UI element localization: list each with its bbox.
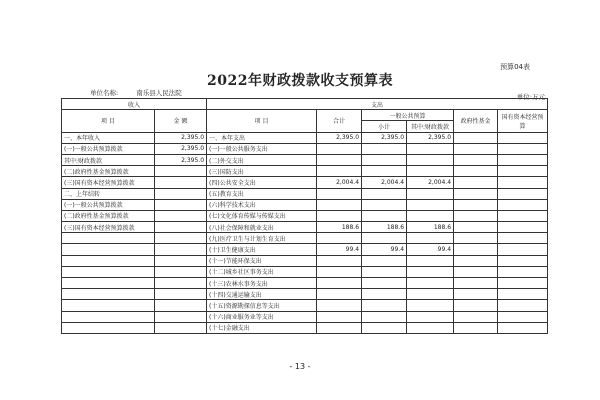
income-amount: 2,395.0 — [155, 132, 207, 143]
gov-fund-cell — [454, 255, 498, 266]
table-row — [62, 188, 548, 199]
expense-total — [317, 311, 362, 322]
expense-item: (七)文化体育传媒与传媒支出 — [207, 210, 317, 221]
total-header: 合计 — [317, 110, 362, 132]
expense-item: (五)教育支出 — [207, 188, 317, 199]
table-row — [62, 210, 548, 221]
income-amount — [155, 177, 207, 188]
table-row — [62, 199, 548, 210]
income-amount — [155, 266, 207, 277]
income-item — [62, 311, 155, 322]
state-capital-cell — [498, 199, 548, 210]
state-capital-cell — [498, 222, 548, 233]
income-item — [62, 233, 155, 244]
income-amount: 2,395.0 — [155, 154, 207, 165]
subtotal-header: 小计 — [362, 121, 407, 132]
income-item: 一、本年收入 — [62, 132, 155, 143]
item2-header: 项 目 — [207, 110, 317, 132]
expense-total — [317, 322, 362, 333]
general-budget-header: 一般公共预算 — [362, 110, 454, 121]
expense-finance: 99.4 — [407, 244, 454, 255]
finance-alloc-header: 其中:财政拨款 — [407, 121, 454, 132]
expense-subtotal: 2,004.4 — [362, 177, 407, 188]
income-item: 二、上年结转 — [62, 188, 155, 199]
expense-finance: 2,004.4 — [407, 177, 454, 188]
page-code: 预算04表 — [500, 63, 530, 71]
income-header: 收入 — [62, 99, 207, 110]
expense-item: (十七)金融支出 — [207, 322, 317, 333]
state-capital-cell — [498, 177, 548, 188]
expense-finance: 2,395.0 — [407, 132, 454, 143]
state-capital-cell — [498, 210, 548, 221]
gov-fund-cell — [454, 311, 498, 322]
page-title: 2022年财政拨款收支预算表 — [207, 73, 393, 89]
income-item — [62, 300, 155, 311]
expense-total: 99.4 — [317, 244, 362, 255]
gov-fund-cell — [454, 132, 498, 143]
income-item — [62, 244, 155, 255]
table-row — [62, 278, 548, 289]
gov-fund-header: 政府性基金 — [454, 110, 498, 132]
gov-fund-cell — [454, 266, 498, 277]
table-row — [62, 244, 548, 255]
expense-item: (十三)农林水事务支出 — [207, 278, 317, 289]
state-capital-cell — [498, 255, 548, 266]
expense-item: (十四)交通运输支出 — [207, 289, 317, 300]
income-amount — [155, 199, 207, 210]
header-row-2 — [62, 110, 548, 121]
income-amount — [155, 244, 207, 255]
income-amount — [155, 311, 207, 322]
state-capital-cell — [498, 289, 548, 300]
expense-total — [317, 210, 362, 221]
income-item — [62, 266, 155, 277]
expense-finance — [407, 278, 454, 289]
table-row — [62, 255, 548, 266]
table-row — [62, 132, 548, 143]
header-row-1 — [62, 99, 548, 110]
income-item: (一)一般公共预算拨款 — [62, 143, 155, 154]
table-row — [62, 166, 548, 177]
expense-item: (六)科学技术支出 — [207, 199, 317, 210]
expense-subtotal — [362, 311, 407, 322]
expense-finance — [407, 199, 454, 210]
table-row — [62, 143, 548, 154]
expense-item: (十一)节能环保支出 — [207, 255, 317, 266]
unit-name — [90, 88, 182, 97]
state-capital-cell — [498, 154, 548, 165]
state-capital-cell — [498, 233, 548, 244]
expense-item: (三)国防支出 — [207, 166, 317, 177]
expense-finance — [407, 311, 454, 322]
state-capital-cell — [498, 244, 548, 255]
expense-subtotal — [362, 166, 407, 177]
table-row — [62, 311, 548, 322]
income-item: (二)政府性基金预算拨款 — [62, 210, 155, 221]
budget-table — [61, 98, 548, 334]
expense-finance — [407, 322, 454, 333]
expense-total: 2,004.4 — [317, 177, 362, 188]
expense-finance — [407, 188, 454, 199]
state-capital-header: 国有资本经营预算 — [498, 110, 548, 132]
expense-subtotal — [362, 278, 407, 289]
expense-total — [317, 266, 362, 277]
expense-subtotal — [362, 143, 407, 154]
gov-fund-cell — [454, 143, 498, 154]
expense-header: 支出 — [207, 99, 548, 110]
item-header: 项 目 — [62, 110, 155, 132]
gov-fund-cell — [454, 210, 498, 221]
state-capital-cell — [498, 143, 548, 154]
expense-subtotal — [362, 233, 407, 244]
expense-finance — [407, 289, 454, 300]
expense-finance — [407, 143, 454, 154]
expense-total — [317, 278, 362, 289]
expense-item: (一)一般公共服务支出 — [207, 143, 317, 154]
unit-label: 单位名称: — [90, 89, 119, 97]
expense-item: (十)卫生健康支出 — [207, 244, 317, 255]
expense-finance — [407, 300, 454, 311]
gov-fund-cell — [454, 177, 498, 188]
state-capital-cell — [498, 166, 548, 177]
table-row — [62, 322, 548, 333]
income-item: 其中:财政拨款 — [62, 154, 155, 165]
expense-subtotal — [362, 322, 407, 333]
income-item — [62, 322, 155, 333]
income-item: (一)一般公共预算拨款 — [62, 199, 155, 210]
income-amount — [155, 300, 207, 311]
expense-item: (十六)商业服务业等支出 — [207, 311, 317, 322]
expense-subtotal — [362, 300, 407, 311]
income-amount — [155, 222, 207, 233]
expense-total — [317, 199, 362, 210]
state-capital-cell — [498, 278, 548, 289]
expense-subtotal: 2,395.0 — [362, 132, 407, 143]
income-amount — [155, 210, 207, 221]
expense-item: (四)公共安全支出 — [207, 177, 317, 188]
income-amount — [155, 322, 207, 333]
gov-fund-cell — [454, 322, 498, 333]
expense-finance — [407, 233, 454, 244]
gov-fund-cell — [454, 300, 498, 311]
gov-fund-cell — [454, 289, 498, 300]
state-capital-cell — [498, 300, 548, 311]
expense-total — [317, 289, 362, 300]
gov-fund-cell — [454, 199, 498, 210]
expense-finance: 188.6 — [407, 222, 454, 233]
expense-subtotal — [362, 199, 407, 210]
table-row — [62, 266, 548, 277]
table-row — [62, 154, 548, 165]
expense-total — [317, 154, 362, 165]
expense-item: 一、本年支出 — [207, 132, 317, 143]
expense-total — [317, 255, 362, 266]
page-number: - 13 - — [289, 362, 311, 371]
income-item: (三)国有资本经营预算拨款 — [62, 222, 155, 233]
expense-subtotal — [362, 154, 407, 165]
gov-fund-cell — [454, 222, 498, 233]
state-capital-cell — [498, 322, 548, 333]
income-item — [62, 289, 155, 300]
expense-total — [317, 188, 362, 199]
expense-total — [317, 143, 362, 154]
expense-subtotal: 188.6 — [362, 222, 407, 233]
income-amount — [155, 166, 207, 177]
expense-total — [317, 300, 362, 311]
income-amount: 2,395.0 — [155, 143, 207, 154]
gov-fund-cell — [454, 166, 498, 177]
expense-item: (八)社会保障和就业支出 — [207, 222, 317, 233]
table-row — [62, 300, 548, 311]
income-amount — [155, 188, 207, 199]
expense-item: (二)外交支出 — [207, 154, 317, 165]
expense-item: (九)医疗卫生与计划生育支出 — [207, 233, 317, 244]
amount-header: 金 额 — [155, 110, 207, 132]
expense-subtotal: 99.4 — [362, 244, 407, 255]
income-item — [62, 255, 155, 266]
expense-total: 2,395.0 — [317, 132, 362, 143]
gov-fund-cell — [454, 244, 498, 255]
gov-fund-cell — [454, 188, 498, 199]
expense-finance — [407, 154, 454, 165]
table-row — [62, 222, 548, 233]
income-item: (二)政府性基金预算拨款 — [62, 166, 155, 177]
expense-finance — [407, 266, 454, 277]
expense-subtotal — [362, 210, 407, 221]
table-row — [62, 233, 548, 244]
income-item: (三)国有资本经营预算拨款 — [62, 177, 155, 188]
gov-fund-cell — [454, 154, 498, 165]
expense-subtotal — [362, 188, 407, 199]
income-amount — [155, 255, 207, 266]
expense-total: 188.6 — [317, 222, 362, 233]
expense-item: (十五)资源勘探信息等支出 — [207, 300, 317, 311]
expense-subtotal — [362, 289, 407, 300]
income-amount — [155, 278, 207, 289]
expense-finance — [407, 210, 454, 221]
expense-total — [317, 233, 362, 244]
state-capital-cell — [498, 132, 548, 143]
unit-value: 南乐县人民法院 — [136, 89, 182, 97]
table-row — [62, 289, 548, 300]
income-amount — [155, 233, 207, 244]
gov-fund-cell — [454, 233, 498, 244]
expense-finance — [407, 166, 454, 177]
gov-fund-cell — [454, 278, 498, 289]
state-capital-cell — [498, 188, 548, 199]
income-item — [62, 278, 155, 289]
state-capital-cell — [498, 311, 548, 322]
money-unit: 单位:万元 — [516, 93, 545, 101]
expense-finance — [407, 255, 454, 266]
income-amount — [155, 289, 207, 300]
table-row — [62, 177, 548, 188]
expense-item: (十二)城乡社区事务支出 — [207, 266, 317, 277]
expense-subtotal — [362, 266, 407, 277]
state-capital-cell — [498, 266, 548, 277]
expense-total — [317, 166, 362, 177]
expense-subtotal — [362, 255, 407, 266]
